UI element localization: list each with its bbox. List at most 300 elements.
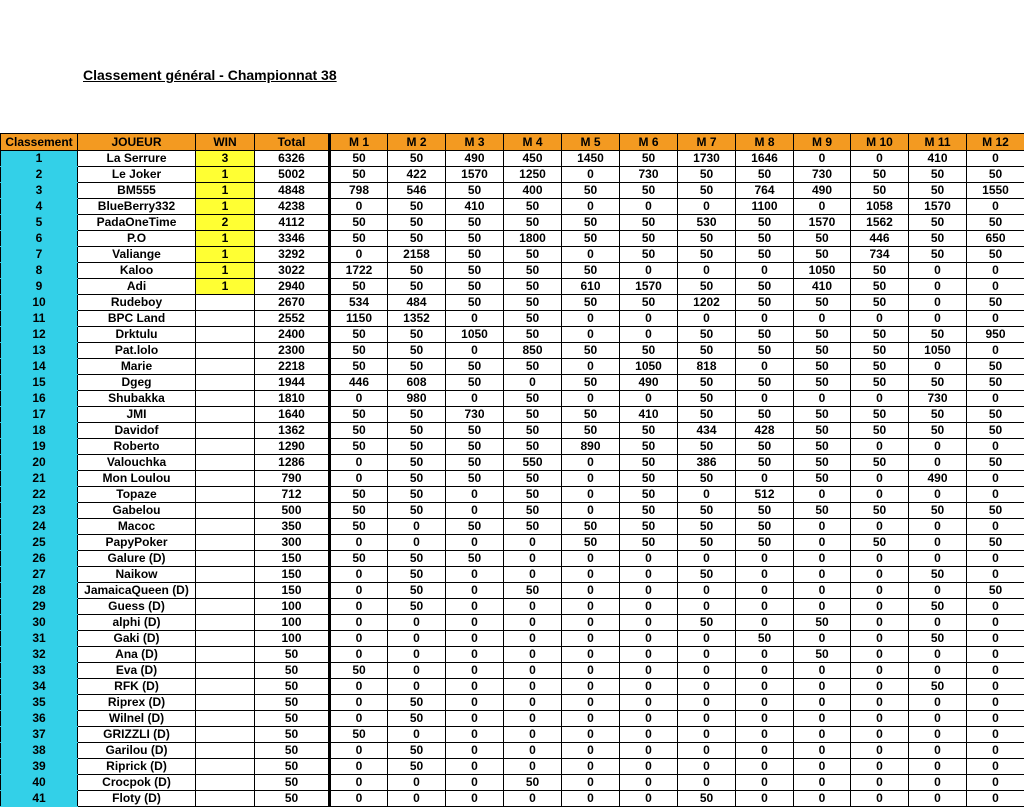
match-score-cell: 0: [504, 599, 562, 615]
table-row: [1, 535, 1024, 551]
match-score-cell: 0: [736, 759, 794, 775]
player-cell: BM555: [78, 183, 196, 199]
match-score-cell: 0: [794, 791, 851, 807]
table-row: [1, 775, 1024, 791]
match-score-cell: 0: [909, 295, 967, 311]
win-cell: [196, 535, 255, 551]
match-score-cell: 0: [967, 711, 1024, 727]
match-score-cell: 50: [736, 535, 794, 551]
table-row: [1, 295, 1024, 311]
match-score-cell: 0: [446, 615, 504, 631]
total-cell: 3022: [255, 263, 330, 279]
match-score-cell: 0: [736, 647, 794, 663]
match-score-cell: 980: [388, 391, 446, 407]
match-score-cell: 0: [794, 679, 851, 695]
match-score-cell: 50: [388, 151, 446, 167]
table-body: [1, 151, 1024, 807]
match-score-cell: 0: [562, 791, 620, 807]
win-cell: 1: [196, 263, 255, 279]
match-score-cell: 0: [330, 711, 388, 727]
match-score-cell: 1058: [851, 199, 909, 215]
win-cell: [196, 599, 255, 615]
match-score-cell: 50: [388, 343, 446, 359]
total-cell: 100: [255, 599, 330, 615]
table-row: [1, 375, 1024, 391]
match-score-cell: 50: [446, 247, 504, 263]
match-score-cell: 50: [446, 295, 504, 311]
match-score-cell: 0: [388, 535, 446, 551]
total-cell: 100: [255, 631, 330, 647]
match-score-cell: 0: [446, 791, 504, 807]
match-score-cell: 0: [504, 679, 562, 695]
match-score-cell: 50: [678, 247, 736, 263]
match-score-cell: 50: [388, 695, 446, 711]
match-score-cell: 512: [736, 487, 794, 503]
match-score-cell: 0: [562, 327, 620, 343]
match-score-cell: 1730: [678, 151, 736, 167]
match-score-cell: 0: [736, 695, 794, 711]
table-row: [1, 231, 1024, 247]
match-score-cell: 0: [678, 631, 736, 647]
match-score-cell: 446: [330, 375, 388, 391]
match-score-cell: 50: [504, 311, 562, 327]
match-score-cell: 0: [678, 695, 736, 711]
match-score-cell: 0: [562, 567, 620, 583]
match-score-cell: 0: [562, 455, 620, 471]
table-row: [1, 711, 1024, 727]
match-score-cell: 0: [909, 727, 967, 743]
match-score-cell: 446: [851, 231, 909, 247]
match-score-cell: 0: [967, 151, 1024, 167]
total-cell: 50: [255, 759, 330, 775]
match-score-cell: 0: [562, 663, 620, 679]
rank-cell: 13: [1, 343, 78, 359]
match-score-cell: 1646: [736, 151, 794, 167]
match-score-cell: 50: [967, 535, 1024, 551]
match-score-cell: 0: [562, 775, 620, 791]
match-score-cell: 734: [851, 247, 909, 263]
table-row: [1, 471, 1024, 487]
total-cell: 2940: [255, 279, 330, 295]
match-score-cell: 50: [678, 375, 736, 391]
match-score-cell: 0: [851, 615, 909, 631]
total-cell: 4848: [255, 183, 330, 199]
column-header: Total: [255, 134, 330, 151]
match-score-cell: 50: [446, 551, 504, 567]
match-score-cell: 0: [446, 711, 504, 727]
match-score-cell: 50: [678, 407, 736, 423]
match-score-cell: 0: [967, 487, 1024, 503]
match-score-cell: 0: [446, 695, 504, 711]
match-score-cell: 0: [794, 567, 851, 583]
match-score-cell: 50: [562, 519, 620, 535]
match-score-cell: 50: [388, 263, 446, 279]
win-cell: 1: [196, 167, 255, 183]
match-score-cell: 50: [504, 279, 562, 295]
win-cell: [196, 663, 255, 679]
match-score-cell: 0: [794, 775, 851, 791]
match-score-cell: 50: [678, 391, 736, 407]
total-cell: 790: [255, 471, 330, 487]
match-score-cell: 0: [851, 583, 909, 599]
match-score-cell: 610: [562, 279, 620, 295]
player-cell: BPC Land: [78, 311, 196, 327]
win-cell: 1: [196, 247, 255, 263]
match-score-cell: 50: [388, 711, 446, 727]
match-score-cell: 50: [446, 439, 504, 455]
match-score-cell: 50: [794, 503, 851, 519]
win-cell: [196, 695, 255, 711]
table-row: [1, 423, 1024, 439]
total-cell: 50: [255, 727, 330, 743]
match-score-cell: 50: [330, 503, 388, 519]
match-score-cell: 1570: [446, 167, 504, 183]
total-cell: 50: [255, 775, 330, 791]
table-row: [1, 439, 1024, 455]
match-score-cell: 0: [967, 439, 1024, 455]
match-score-cell: 50: [851, 263, 909, 279]
match-score-cell: 0: [678, 743, 736, 759]
match-score-cell: 0: [620, 615, 678, 631]
match-score-cell: 50: [620, 247, 678, 263]
match-score-cell: 0: [504, 551, 562, 567]
match-score-cell: 50: [909, 599, 967, 615]
match-score-cell: 0: [851, 551, 909, 567]
match-score-cell: 0: [330, 599, 388, 615]
match-score-cell: 0: [562, 471, 620, 487]
match-score-cell: 0: [620, 199, 678, 215]
match-score-cell: 50: [909, 215, 967, 231]
match-score-cell: 0: [678, 263, 736, 279]
rank-cell: 33: [1, 663, 78, 679]
win-cell: 2: [196, 215, 255, 231]
table-row: [1, 343, 1024, 359]
match-score-cell: 0: [967, 759, 1024, 775]
rank-cell: 12: [1, 327, 78, 343]
match-score-cell: 50: [967, 407, 1024, 423]
match-score-cell: 0: [736, 599, 794, 615]
rank-cell: 34: [1, 679, 78, 695]
rank-cell: 1: [1, 151, 78, 167]
match-score-cell: 50: [909, 247, 967, 263]
match-score-cell: 0: [967, 471, 1024, 487]
match-score-cell: 0: [851, 567, 909, 583]
table-row: [1, 519, 1024, 535]
total-cell: 1362: [255, 423, 330, 439]
win-cell: [196, 727, 255, 743]
match-score-cell: 0: [330, 455, 388, 471]
match-score-cell: 50: [794, 471, 851, 487]
match-score-cell: 0: [794, 519, 851, 535]
rank-cell: 26: [1, 551, 78, 567]
match-score-cell: 0: [562, 311, 620, 327]
match-score-cell: 0: [909, 535, 967, 551]
win-cell: [196, 455, 255, 471]
match-score-cell: 0: [909, 439, 967, 455]
rank-cell: 8: [1, 263, 78, 279]
match-score-cell: 0: [330, 391, 388, 407]
player-cell: P.O: [78, 231, 196, 247]
total-cell: 350: [255, 519, 330, 535]
match-score-cell: 50: [562, 263, 620, 279]
match-score-cell: 50: [909, 327, 967, 343]
win-cell: 1: [196, 183, 255, 199]
match-score-cell: 0: [620, 727, 678, 743]
match-score-cell: 50: [388, 759, 446, 775]
table-row: [1, 743, 1024, 759]
match-score-cell: 0: [620, 551, 678, 567]
match-score-cell: 0: [909, 743, 967, 759]
match-score-cell: 50: [446, 279, 504, 295]
match-score-cell: 0: [446, 743, 504, 759]
match-score-cell: 1722: [330, 263, 388, 279]
rank-cell: 19: [1, 439, 78, 455]
match-score-cell: 50: [388, 551, 446, 567]
match-score-cell: 0: [736, 263, 794, 279]
match-score-cell: 50: [736, 279, 794, 295]
match-score-cell: 0: [330, 791, 388, 807]
match-score-cell: 50: [967, 455, 1024, 471]
match-score-cell: 0: [388, 519, 446, 535]
match-score-cell: 50: [330, 231, 388, 247]
table-row: [1, 167, 1024, 183]
match-score-cell: 50: [388, 471, 446, 487]
rank-cell: 7: [1, 247, 78, 263]
match-score-cell: 0: [794, 599, 851, 615]
match-score-cell: 0: [909, 791, 967, 807]
match-score-cell: 50: [562, 407, 620, 423]
match-score-cell: 0: [794, 151, 851, 167]
match-score-cell: 0: [909, 455, 967, 471]
match-score-cell: 50: [909, 167, 967, 183]
match-score-cell: 730: [794, 167, 851, 183]
match-score-cell: 50: [330, 439, 388, 455]
match-score-cell: 0: [851, 727, 909, 743]
match-score-cell: 50: [794, 375, 851, 391]
match-score-cell: 50: [967, 167, 1024, 183]
match-score-cell: 0: [794, 535, 851, 551]
match-score-cell: 0: [504, 631, 562, 647]
match-score-cell: 0: [620, 695, 678, 711]
match-score-cell: 0: [678, 599, 736, 615]
match-score-cell: 0: [388, 663, 446, 679]
rank-cell: 23: [1, 503, 78, 519]
match-score-cell: 1570: [794, 215, 851, 231]
match-score-cell: 0: [330, 775, 388, 791]
win-cell: [196, 711, 255, 727]
match-score-cell: 50: [736, 519, 794, 535]
match-score-cell: 50: [851, 535, 909, 551]
total-cell: 500: [255, 503, 330, 519]
match-score-cell: 1352: [388, 311, 446, 327]
rank-cell: 29: [1, 599, 78, 615]
match-score-cell: 50: [967, 375, 1024, 391]
match-score-cell: 0: [620, 599, 678, 615]
match-score-cell: 730: [909, 391, 967, 407]
match-score-cell: 50: [562, 535, 620, 551]
match-score-cell: 50: [388, 567, 446, 583]
match-score-cell: 50: [851, 167, 909, 183]
column-header: M 12: [967, 134, 1024, 151]
rank-cell: 39: [1, 759, 78, 775]
match-score-cell: 0: [794, 743, 851, 759]
match-score-cell: 50: [504, 327, 562, 343]
match-score-cell: 50: [909, 231, 967, 247]
match-score-cell: 764: [736, 183, 794, 199]
match-score-cell: 0: [330, 679, 388, 695]
total-cell: 50: [255, 743, 330, 759]
win-cell: 3: [196, 151, 255, 167]
match-score-cell: 0: [967, 631, 1024, 647]
match-score-cell: 50: [851, 503, 909, 519]
match-score-cell: 50: [562, 295, 620, 311]
match-score-cell: 0: [504, 743, 562, 759]
match-score-cell: 50: [504, 439, 562, 455]
rank-cell: 9: [1, 279, 78, 295]
total-cell: 5002: [255, 167, 330, 183]
column-header: M 7: [678, 134, 736, 151]
win-cell: [196, 679, 255, 695]
match-score-cell: 0: [504, 535, 562, 551]
match-score-cell: 410: [909, 151, 967, 167]
page-title: Classement général - Championnat 38: [83, 67, 337, 83]
match-score-cell: 0: [330, 247, 388, 263]
total-cell: 1640: [255, 407, 330, 423]
match-score-cell: 0: [504, 647, 562, 663]
match-score-cell: 50: [446, 215, 504, 231]
match-score-cell: 50: [504, 359, 562, 375]
match-score-cell: 0: [446, 311, 504, 327]
match-score-cell: 1202: [678, 295, 736, 311]
player-cell: alphi (D): [78, 615, 196, 631]
match-score-cell: 0: [967, 599, 1024, 615]
match-score-cell: 0: [330, 647, 388, 663]
match-score-cell: 1562: [851, 215, 909, 231]
match-score-cell: 50: [620, 343, 678, 359]
match-score-cell: 850: [504, 343, 562, 359]
table-row: [1, 503, 1024, 519]
match-score-cell: 50: [909, 567, 967, 583]
match-score-cell: 818: [678, 359, 736, 375]
column-header: M 8: [736, 134, 794, 151]
match-score-cell: 0: [909, 647, 967, 663]
match-score-cell: 50: [678, 327, 736, 343]
total-cell: 50: [255, 647, 330, 663]
match-score-cell: 0: [967, 663, 1024, 679]
match-score-cell: 0: [330, 631, 388, 647]
table-row: [1, 791, 1024, 807]
rank-cell: 17: [1, 407, 78, 423]
match-score-cell: 50: [967, 295, 1024, 311]
table-row: [1, 599, 1024, 615]
match-score-cell: 0: [909, 759, 967, 775]
match-score-cell: 0: [736, 743, 794, 759]
match-score-cell: 50: [736, 295, 794, 311]
match-score-cell: 50: [736, 343, 794, 359]
match-score-cell: 0: [967, 679, 1024, 695]
match-score-cell: 0: [794, 727, 851, 743]
match-score-cell: 0: [794, 583, 851, 599]
column-header: M 1: [330, 134, 388, 151]
total-cell: 100: [255, 615, 330, 631]
match-score-cell: 0: [909, 487, 967, 503]
total-cell: 50: [255, 679, 330, 695]
match-score-cell: 1570: [620, 279, 678, 295]
match-score-cell: 0: [562, 391, 620, 407]
match-score-cell: 50: [678, 615, 736, 631]
win-cell: [196, 311, 255, 327]
match-score-cell: 0: [330, 615, 388, 631]
match-score-cell: 50: [851, 407, 909, 423]
match-score-cell: 0: [620, 679, 678, 695]
match-score-cell: 530: [678, 215, 736, 231]
match-score-cell: 50: [620, 183, 678, 199]
match-score-cell: 1150: [330, 311, 388, 327]
match-score-cell: 410: [794, 279, 851, 295]
match-score-cell: 50: [388, 487, 446, 503]
player-cell: JMI: [78, 407, 196, 423]
match-score-cell: 0: [388, 631, 446, 647]
match-score-cell: 50: [794, 327, 851, 343]
match-score-cell: 0: [562, 359, 620, 375]
match-score-cell: 0: [909, 519, 967, 535]
column-header: M 3: [446, 134, 504, 151]
player-cell: Guess (D): [78, 599, 196, 615]
match-score-cell: 50: [967, 423, 1024, 439]
match-score-cell: 50: [620, 519, 678, 535]
match-score-cell: 0: [678, 727, 736, 743]
player-cell: Dgeg: [78, 375, 196, 391]
match-score-cell: 50: [678, 519, 736, 535]
rank-cell: 24: [1, 519, 78, 535]
rank-cell: 41: [1, 791, 78, 807]
match-score-cell: 0: [794, 391, 851, 407]
match-score-cell: 0: [851, 743, 909, 759]
match-score-cell: 0: [736, 471, 794, 487]
match-score-cell: 0: [504, 727, 562, 743]
total-cell: 3292: [255, 247, 330, 263]
match-score-cell: 0: [620, 775, 678, 791]
match-score-cell: 0: [388, 647, 446, 663]
player-cell: Gabelou: [78, 503, 196, 519]
match-score-cell: 1550: [967, 183, 1024, 199]
match-score-cell: 0: [794, 551, 851, 567]
match-score-cell: 0: [851, 471, 909, 487]
match-score-cell: 730: [446, 407, 504, 423]
match-score-cell: 546: [388, 183, 446, 199]
match-score-cell: 0: [851, 487, 909, 503]
win-cell: 1: [196, 231, 255, 247]
match-score-cell: 50: [446, 263, 504, 279]
total-cell: 2400: [255, 327, 330, 343]
player-cell: Macoc: [78, 519, 196, 535]
match-score-cell: 50: [330, 727, 388, 743]
match-score-cell: 50: [504, 295, 562, 311]
match-score-cell: 0: [851, 599, 909, 615]
match-score-cell: 50: [736, 327, 794, 343]
total-cell: 1290: [255, 439, 330, 455]
column-header: M 6: [620, 134, 678, 151]
win-cell: [196, 567, 255, 583]
match-score-cell: 0: [330, 535, 388, 551]
match-score-cell: 0: [620, 711, 678, 727]
match-score-cell: 1800: [504, 231, 562, 247]
rank-cell: 14: [1, 359, 78, 375]
rank-cell: 37: [1, 727, 78, 743]
match-score-cell: 50: [388, 215, 446, 231]
total-cell: 4112: [255, 215, 330, 231]
match-score-cell: 0: [851, 439, 909, 455]
